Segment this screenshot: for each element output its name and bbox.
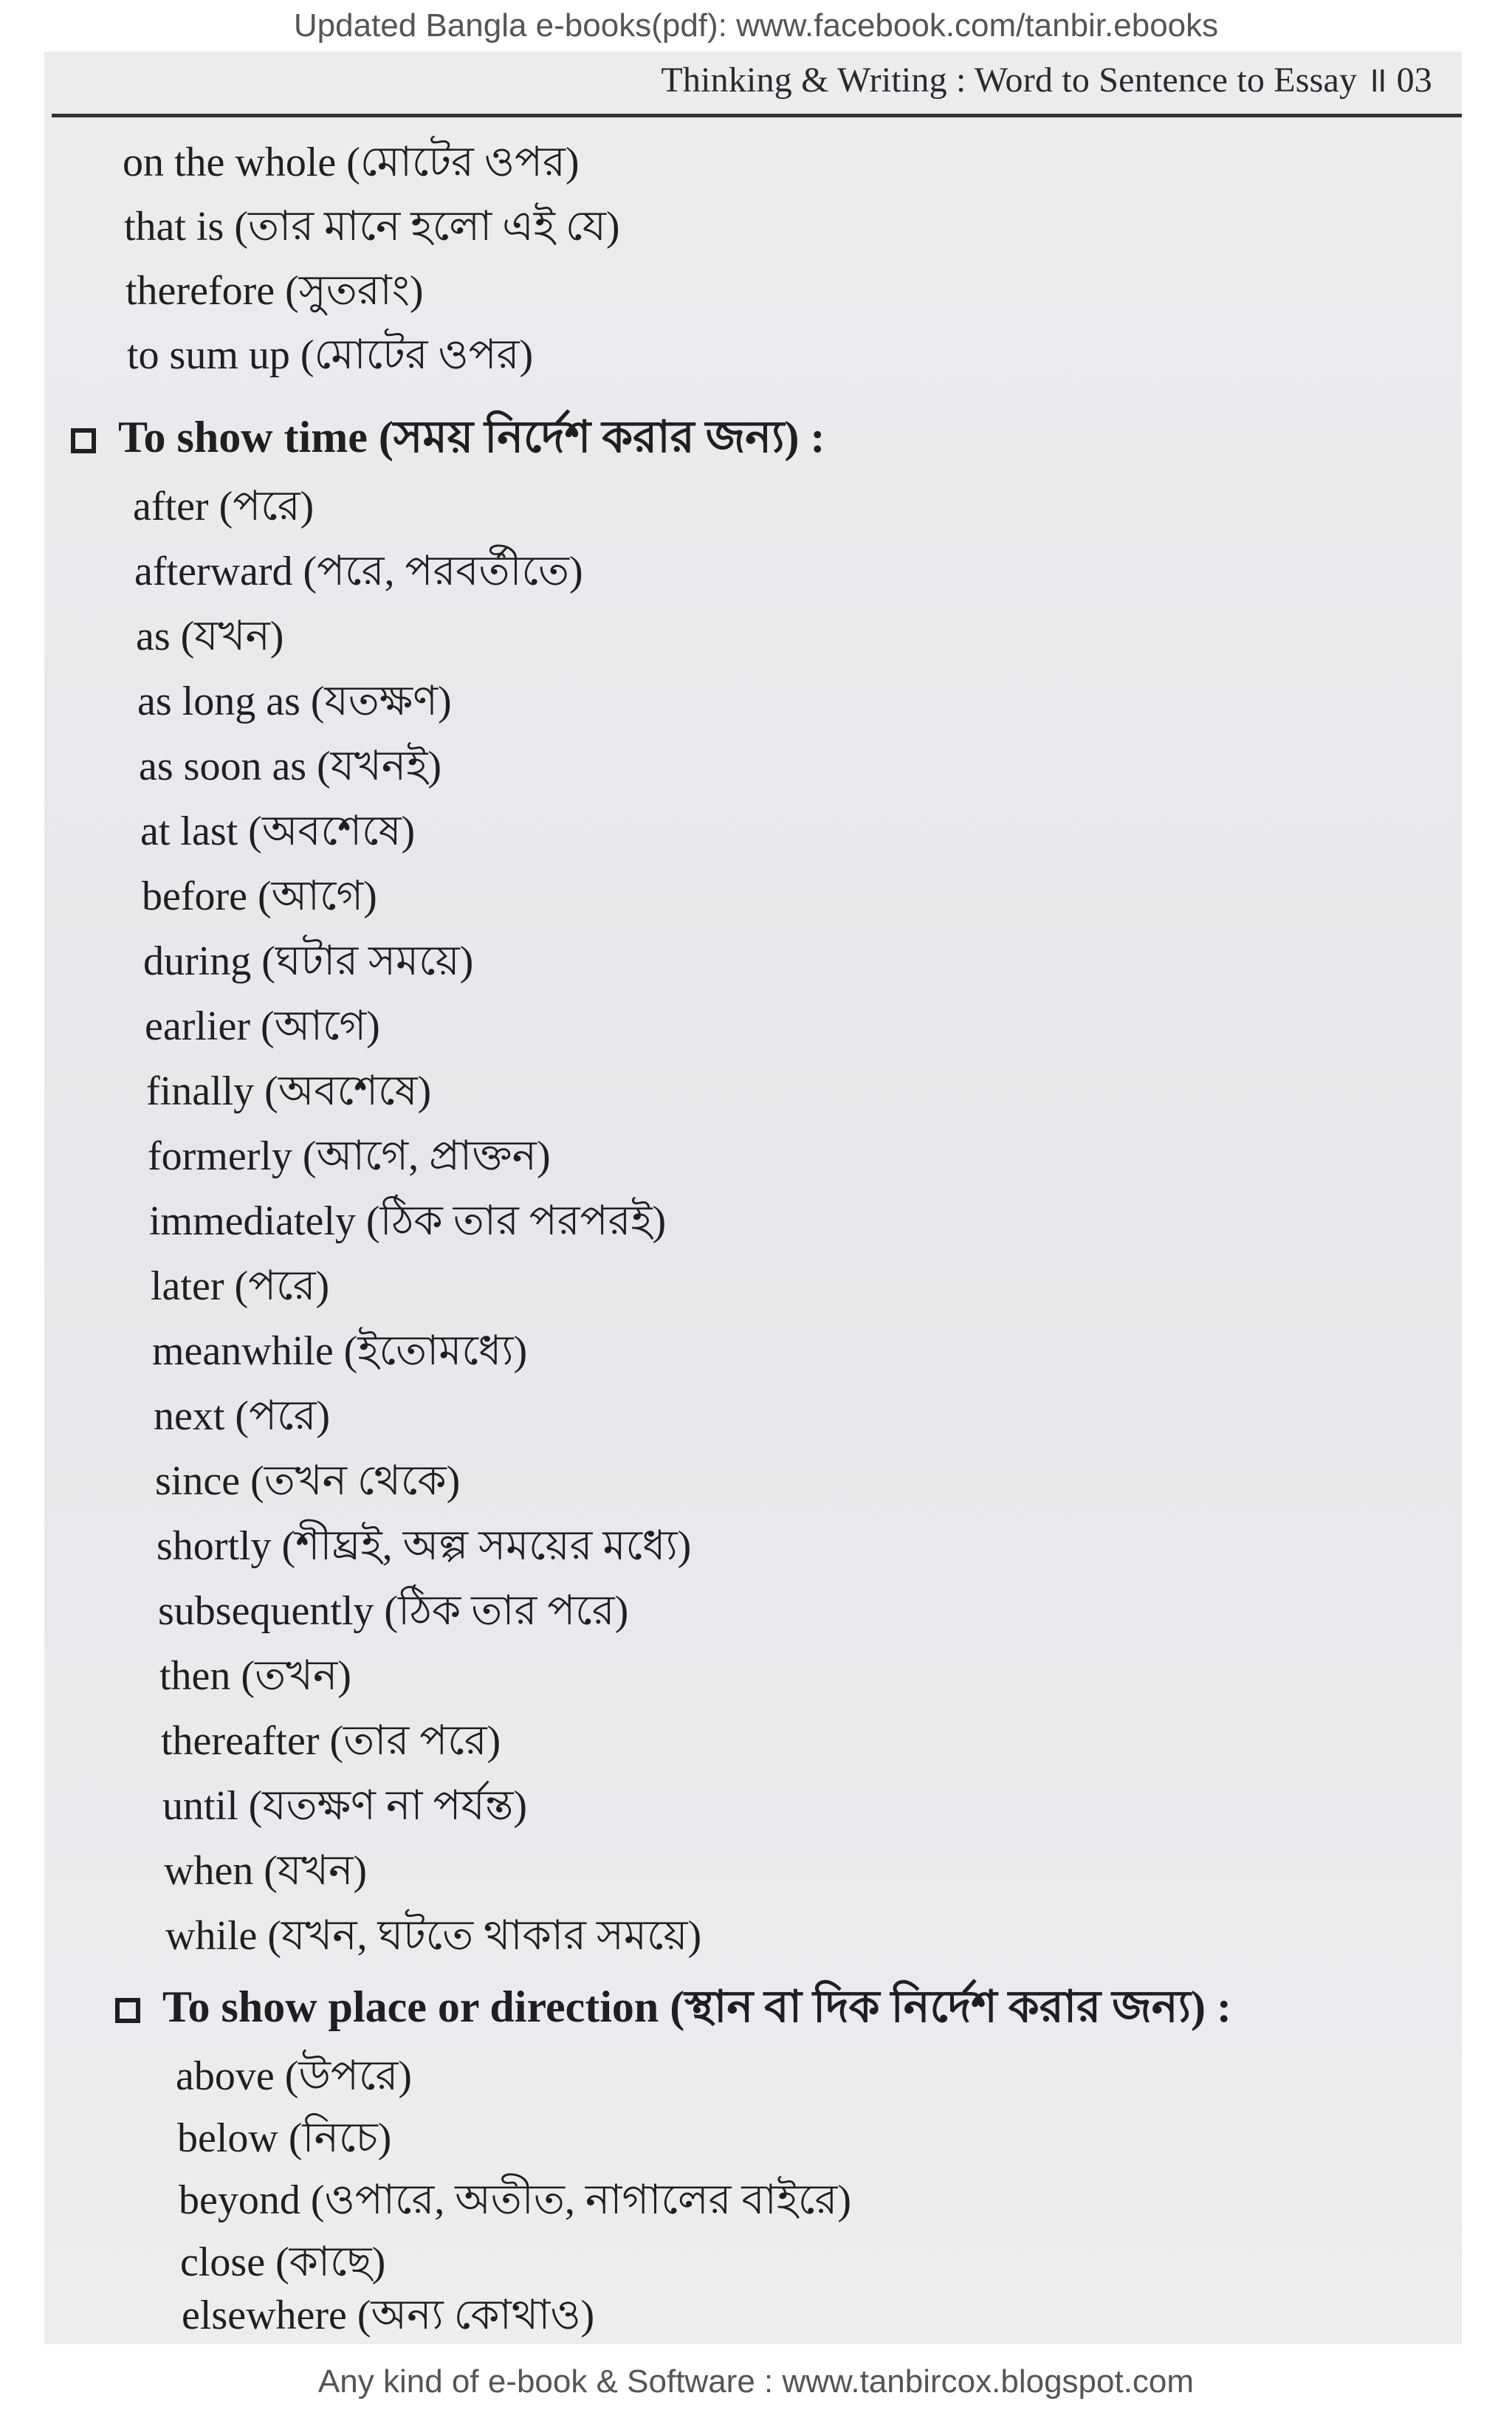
list-item: finally (অবশেষে) xyxy=(146,1068,432,1114)
list-item: immediately (ঠিক তার পরপরই) xyxy=(149,1198,667,1244)
bottom-banner: Any kind of e-book & Software : www.tanbircox.blogspot.com xyxy=(317,2363,1195,2400)
section-heading-text: To show time (সময় নির্দেশ করার জন্য) : xyxy=(118,413,825,461)
list-item: thereafter (তার পরে) xyxy=(161,1718,501,1764)
list-item: next (পরে) xyxy=(154,1393,331,1439)
list-item: when (যখন) xyxy=(164,1848,368,1894)
list-item: meanwhile (ইতোমধ্যে) xyxy=(152,1328,528,1374)
checkbox-square-icon xyxy=(71,428,96,453)
list-item: until (যতক্ষণ না পর্যন্ত) xyxy=(162,1783,528,1829)
list-item: subsequently (ঠিক তার পরে) xyxy=(158,1588,629,1634)
list-item: as long as (যতক্ষণ) xyxy=(137,679,452,724)
list-item: therefore (সুতরাং) xyxy=(126,268,424,314)
header-rule xyxy=(52,114,1462,117)
list-item: elsewhere (অন্য কোথাও) xyxy=(182,2293,595,2338)
section-heading-place xyxy=(115,1977,1231,2036)
list-item: below (নিচে) xyxy=(177,2115,392,2161)
list-item: afterward (পরে, পরবর্তীতে) xyxy=(134,549,583,594)
running-head: Thinking & Writing : Word to Sentence to Essay ॥ 03 xyxy=(661,61,1432,100)
list-item: on the whole (মোটের ওপর) xyxy=(123,140,580,185)
top-banner: Updated Bangla e-books(pdf): www.facebook.com/tanbir.ebooks xyxy=(293,7,1219,44)
list-item: before (আগে) xyxy=(142,873,377,919)
list-item: after (পরে) xyxy=(133,484,315,529)
list-item: above (উপরে) xyxy=(176,2053,412,2099)
list-item: while (যখন, ঘটতে থাকার সময়ে) xyxy=(165,1913,702,1959)
list-item: that is (তার মানে হলো এই যে) xyxy=(124,204,620,250)
list-item: close (কাছে) xyxy=(180,2239,386,2285)
section-heading-time xyxy=(71,408,825,467)
book-page xyxy=(44,52,1462,2344)
list-item: during (ঘটার সময়ে) xyxy=(143,938,474,984)
list-item: shortly (শীঘ্রই, অল্প সময়ের মধ্যে) xyxy=(157,1523,692,1569)
list-item: beyond (ওপারে, অতীত, নাগালের বাইরে) xyxy=(179,2177,851,2223)
list-item: since (তখন থেকে) xyxy=(155,1458,461,1504)
list-item: then (তখন) xyxy=(159,1653,351,1699)
list-item: later (পরে) xyxy=(151,1263,330,1309)
list-item: at last (অবশেষে) xyxy=(140,808,416,854)
section-heading-text: To show place or direction (স্থান বা দিক নির্দেশ করার জন্য) : xyxy=(162,1982,1231,2031)
list-item: formerly (আগে, প্রাক্তন) xyxy=(148,1133,551,1179)
list-item: to sum up (মোটের ওপর) xyxy=(127,332,534,378)
checkbox-square-icon xyxy=(115,1998,140,2023)
list-item: as soon as (যখনই) xyxy=(139,744,441,789)
list-item: as (যখন) xyxy=(136,614,284,659)
list-item: earlier (আগে) xyxy=(145,1003,380,1049)
